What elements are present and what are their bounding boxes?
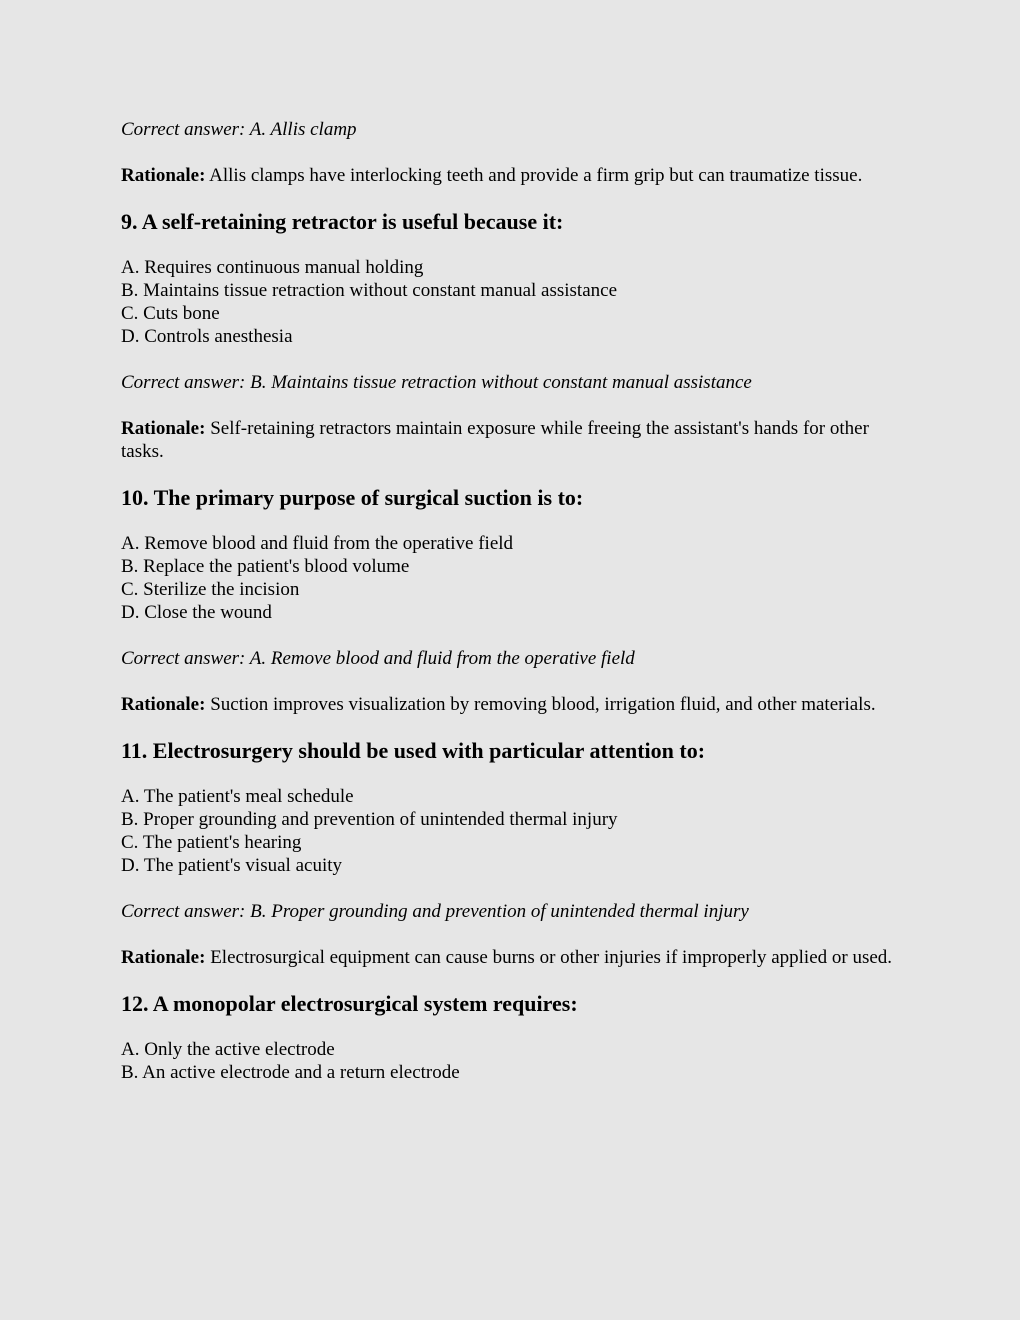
option-item: A. Requires continuous manual holding	[121, 257, 424, 278]
rationale-label: Rationale:	[121, 165, 206, 186]
rationale	[121, 417, 901, 463]
option-list	[121, 1038, 901, 1084]
rationale-text: Electrosurgical equipment can cause burns or other injuries if improperly applied or used.	[205, 947, 893, 968]
rationale-text: Self-retaining retractors maintain exposure while freeing the assistant's hands for other tasks.	[121, 418, 869, 462]
question-title: 10. The primary purpose of surgical suction is to:	[121, 485, 584, 510]
rationale	[121, 946, 901, 969]
rationale-text: Allis clamps have interlocking teeth and provide a firm grip but can traumatize tissue.	[205, 165, 863, 186]
option-item: B. Proper grounding and prevention of unintended thermal injury	[121, 809, 618, 830]
rationale	[121, 164, 901, 187]
option-item: D. Controls anesthesia	[121, 326, 293, 347]
option-item: A. The patient's meal schedule	[121, 786, 354, 807]
option-item: C. Sterilize the incision	[121, 579, 300, 600]
option-item: C. The patient's hearing	[121, 832, 302, 853]
option-item: C. Cuts bone	[121, 303, 220, 324]
option-list	[121, 532, 901, 624]
correct-answer: Correct answer: A. Remove blood and fluid from the operative field	[121, 648, 635, 669]
option-list	[121, 785, 901, 877]
option-item: D. Close the wound	[121, 602, 272, 623]
rationale-label: Rationale:	[121, 418, 206, 439]
rationale-label: Rationale:	[121, 694, 206, 715]
option-list	[121, 256, 901, 348]
question-title: 9. A self-retaining retractor is useful because it:	[121, 209, 564, 234]
option-item: D. The patient's visual acuity	[121, 855, 342, 876]
option-item: A. Only the active electrode	[121, 1039, 335, 1060]
option-item: A. Remove blood and fluid from the operative field	[121, 533, 514, 554]
option-item: B. Replace the patient's blood volume	[121, 556, 410, 577]
correct-answer: Correct answer: A. Allis clamp	[121, 119, 357, 140]
correct-answer: Correct answer: B. Maintains tissue retraction without constant manual assistance	[121, 372, 752, 393]
document-page	[121, 118, 901, 1084]
rationale	[121, 693, 901, 716]
correct-answer: Correct answer: B. Proper grounding and prevention of unintended thermal injury	[121, 901, 749, 922]
question-title: 12. A monopolar electrosurgical system requires:	[121, 991, 578, 1016]
option-item: B. Maintains tissue retraction without constant manual assistance	[121, 280, 618, 301]
option-item: B. An active electrode and a return electrode	[121, 1062, 460, 1083]
rationale-label: Rationale:	[121, 947, 206, 968]
question-title: 11. Electrosurgery should be used with particular attention to:	[121, 738, 706, 763]
rationale-text: Suction improves visualization by removing blood, irrigation fluid, and other materials.	[205, 694, 876, 715]
